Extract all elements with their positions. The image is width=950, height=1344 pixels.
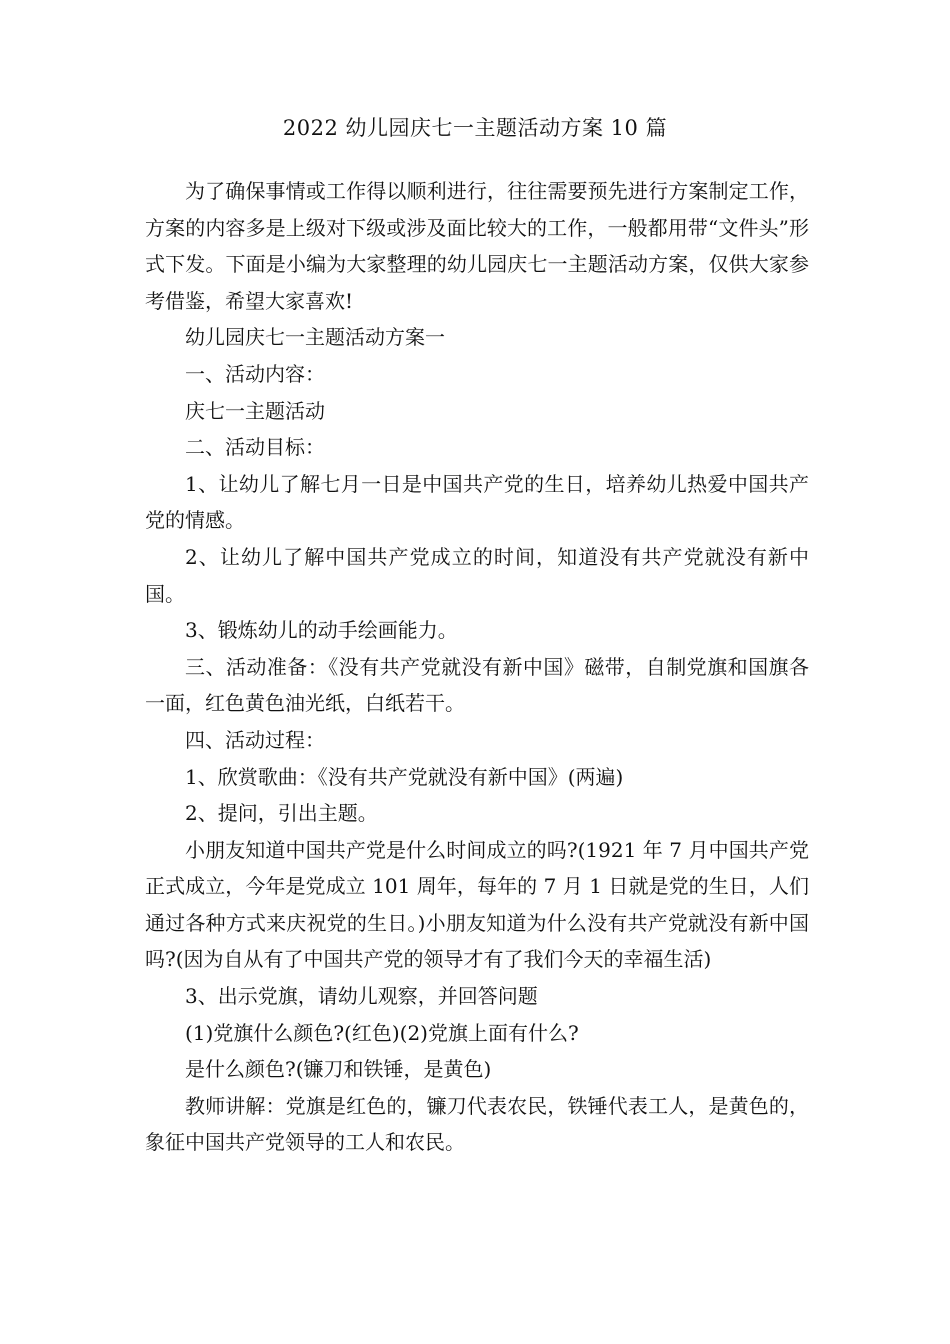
paragraph: 四、活动过程：: [185, 727, 325, 752]
paragraph: 教师讲解：党旗是红色的，镰刀代表农民，铁锤代表工人，是黄色的，象征中国共产党领导的工人和农民。: [145, 1093, 809, 1155]
paragraph: 1、欣赏歌曲：《没有共产党就没有新中国》(两遍): [185, 764, 624, 789]
document-title: 2022 幼儿园庆七一主题活动方案 10 篇: [282, 116, 668, 140]
paragraph: 小朋友知道中国共产党是什么时间成立的吗?(1921 年 7 月中国共产党正式成立，今年是党成立 101 周年，每年的 7 月 1 日就是党的生日，人们通过各种方式来庆祝党的生日。)小朋友知道为什么没有共产党就没有新中国吗?(因为自从有了中国共产党的领导才有了我们今天的幸福生活): [145, 837, 809, 972]
paragraph: (1)党旗什么颜色?(红色)(2)党旗上面有什么?: [185, 1020, 579, 1045]
paragraph: 一、活动内容：: [185, 361, 325, 386]
paragraph: 1、让幼儿了解七月一日是中国共产党的生日，培养幼儿热爱中国共产党的情感。: [145, 471, 809, 533]
paragraph: 2、提问，引出主题。: [185, 801, 378, 826]
paragraph: 庆七一主题活动: [185, 398, 325, 423]
paragraph: 3、出示党旗，请幼儿观察，并回答问题: [185, 984, 538, 1009]
paragraph: 3、锻炼幼儿的动手绘画能力。: [185, 618, 458, 643]
paragraph: 三、活动准备：《没有共产党就没有新中国》磁带，自制党旗和国旗各一面，红色黄色油光纸，白纸若干。: [145, 654, 809, 716]
paragraph: 为了确保事情或工作得以顺利进行，往往需要预先进行方案制定工作，方案的内容多是上级对下级或涉及面比较大的工作，一般都用带“文件头”形式下发。下面是小编为大家整理的幼儿园庆七一主题活动方案，仅供大家参考借鉴，希望大家喜欢!: [145, 179, 809, 313]
document-body: [145, 173, 809, 1161]
paragraph: 2、让幼儿了解中国共产党成立的时间，知道没有共产党就没有新中国。: [145, 544, 809, 606]
paragraph: 是什么颜色?(镰刀和铁锤，是黄色): [185, 1057, 492, 1082]
paragraph: 幼儿园庆七一主题活动方案一: [185, 325, 445, 350]
paragraph: 二、活动目标：: [185, 435, 325, 460]
